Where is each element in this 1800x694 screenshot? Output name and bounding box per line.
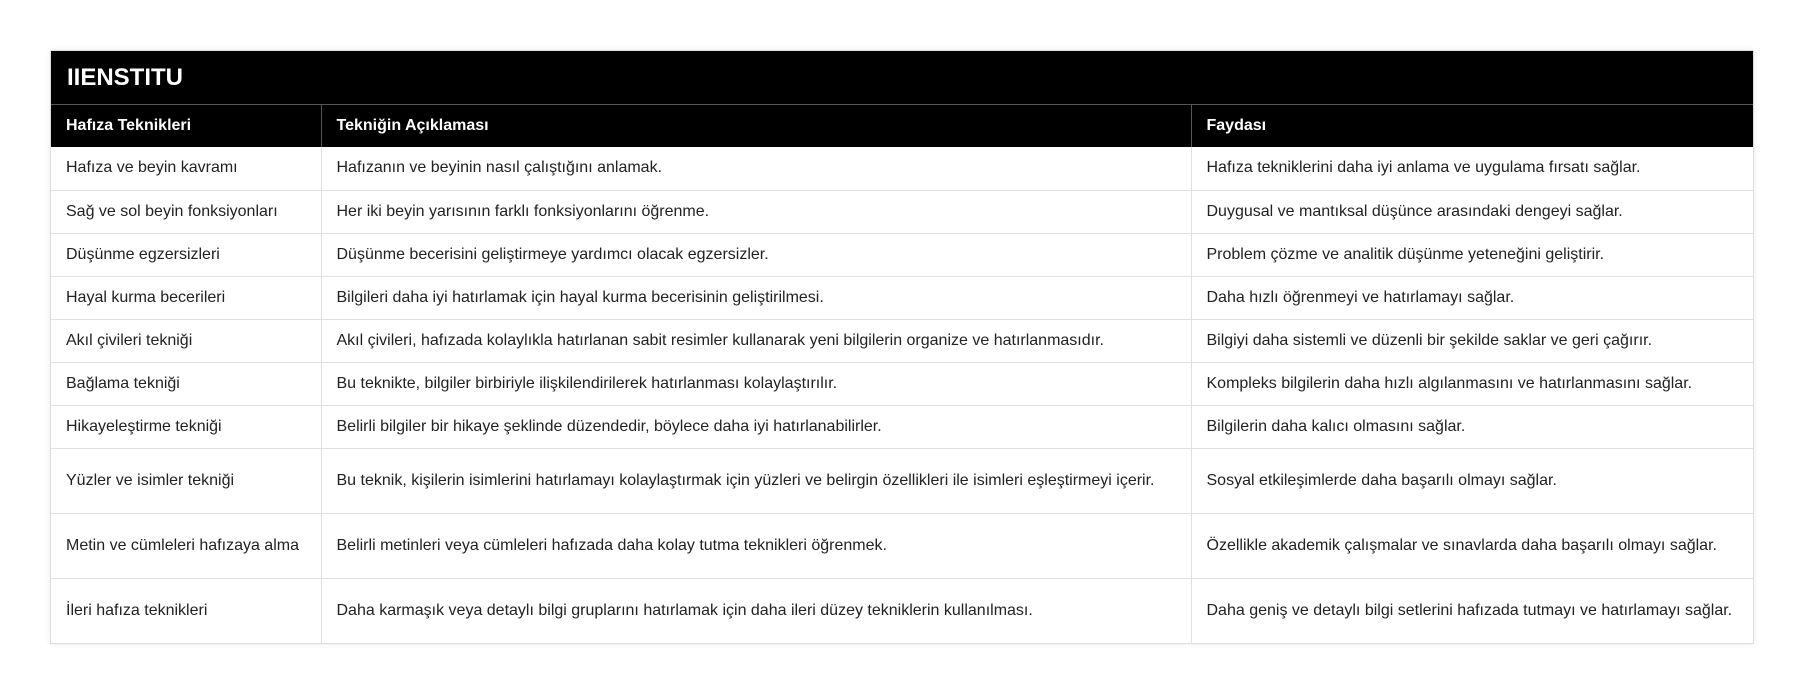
header-row	[51, 105, 1753, 147]
benefit-cell: Daha geniş ve detaylı bilgi setlerini hafızada tutmayı ve hatırlamayı sağlar.	[1206, 601, 1733, 619]
technique-cell: Metin ve cümleleri hafızaya alma	[51, 513, 321, 578]
benefit-cell: Hafıza tekniklerini daha iyi anlama ve uygulama fırsatı sağlar.	[1191, 147, 1753, 190]
table-row	[51, 578, 1753, 643]
table-row	[51, 405, 1753, 448]
table-row	[51, 147, 1753, 190]
description-cell: Düşünme becerisini geliştirmeye yardımcı olacak egzersizler.	[321, 233, 1191, 276]
technique-cell: Yüzler ve isimler tekniği	[51, 448, 321, 513]
table-row	[51, 362, 1753, 405]
technique-cell: İleri hafıza teknikleri	[51, 578, 321, 643]
column-header-description: Tekniğin Açıklaması	[321, 105, 1191, 147]
description-cell: Her iki beyin yarısının farklı fonksiyonlarını öğrenme.	[321, 190, 1191, 233]
table-title: IIENSTITU	[51, 51, 1753, 105]
benefit-cell: Bilgilerin daha kalıcı olmasını sağlar.	[1191, 405, 1753, 448]
table-card	[50, 50, 1754, 644]
technique-cell: Hayal kurma becerileri	[51, 276, 321, 319]
column-header-benefit: Faydası	[1191, 105, 1753, 147]
technique-cell: Akıl çivileri tekniği	[51, 319, 321, 362]
description-cell: Belirli metinleri veya cümleleri hafızada daha kolay tutma teknikleri öğrenmek.	[321, 513, 1191, 578]
description-cell: Belirli bilgiler bir hikaye şeklinde düzendedir, böylece daha iyi hatırlanabilirler.	[321, 405, 1191, 448]
benefit-cell: Sosyal etkileşimlerde daha başarılı olmayı sağlar.	[1191, 448, 1753, 513]
column-header-technique: Hafıza Teknikleri	[51, 105, 321, 147]
benefit-cell: Özellikle akademik çalışmalar ve sınavlarda daha başarılı olmayı sağlar.	[1191, 513, 1753, 578]
table-row	[51, 276, 1753, 319]
description-cell: Bu teknikte, bilgiler birbiriyle ilişkilendirilerek hatırlanması kolaylaştırılır.	[321, 362, 1191, 405]
description-cell: Bu teknik, kişilerin isimlerini hatırlamayı kolaylaştırmak için yüzleri ve belirgin özellikleri ile isimleri eşleştirmeyi içerir.	[321, 448, 1191, 513]
technique-cell: Hikayeleştirme tekniği	[51, 405, 321, 448]
description-cell: Daha karmaşık veya detaylı bilgi gruplarını hatırlamak için daha ileri düzey tekniklerin kullanılması.	[321, 578, 1191, 643]
technique-cell: Bağlama tekniği	[51, 362, 321, 405]
table-row	[51, 319, 1753, 362]
benefit-cell: Problem çözme ve analitik düşünme yeteneğini geliştirir.	[1191, 233, 1753, 276]
benefit-cell: Duygusal ve mantıksal düşünce arasındaki dengeyi sağlar.	[1191, 190, 1753, 233]
table-row	[51, 448, 1753, 513]
description-cell: Hafızanın ve beyinin nasıl çalıştığını anlamak.	[321, 147, 1191, 190]
memory-techniques-table	[51, 105, 1753, 643]
technique-cell: Hafıza ve beyin kavramı	[51, 147, 321, 190]
description-cell: Akıl çivileri, hafızada kolaylıkla hatırlanan sabit resimler kullanarak yeni bilgilerin organize ve hatırlanmasıdır.	[321, 319, 1191, 362]
table-row	[51, 190, 1753, 233]
benefit-cell: Daha hızlı öğrenmeyi ve hatırlamayı sağlar.	[1191, 276, 1753, 319]
technique-cell: Sağ ve sol beyin fonksiyonları	[51, 190, 321, 233]
table-row	[51, 513, 1753, 578]
table-row	[51, 233, 1753, 276]
technique-cell: Düşünme egzersizleri	[51, 233, 321, 276]
benefit-cell: Kompleks bilgilerin daha hızlı algılanmasını ve hatırlanmasını sağlar.	[1191, 362, 1753, 405]
description-cell: Bilgileri daha iyi hatırlamak için hayal kurma becerisinin geliştirilmesi.	[321, 276, 1191, 319]
benefit-cell: Bilgiyi daha sistemli ve düzenli bir şekilde saklar ve geri çağırır.	[1191, 319, 1753, 362]
